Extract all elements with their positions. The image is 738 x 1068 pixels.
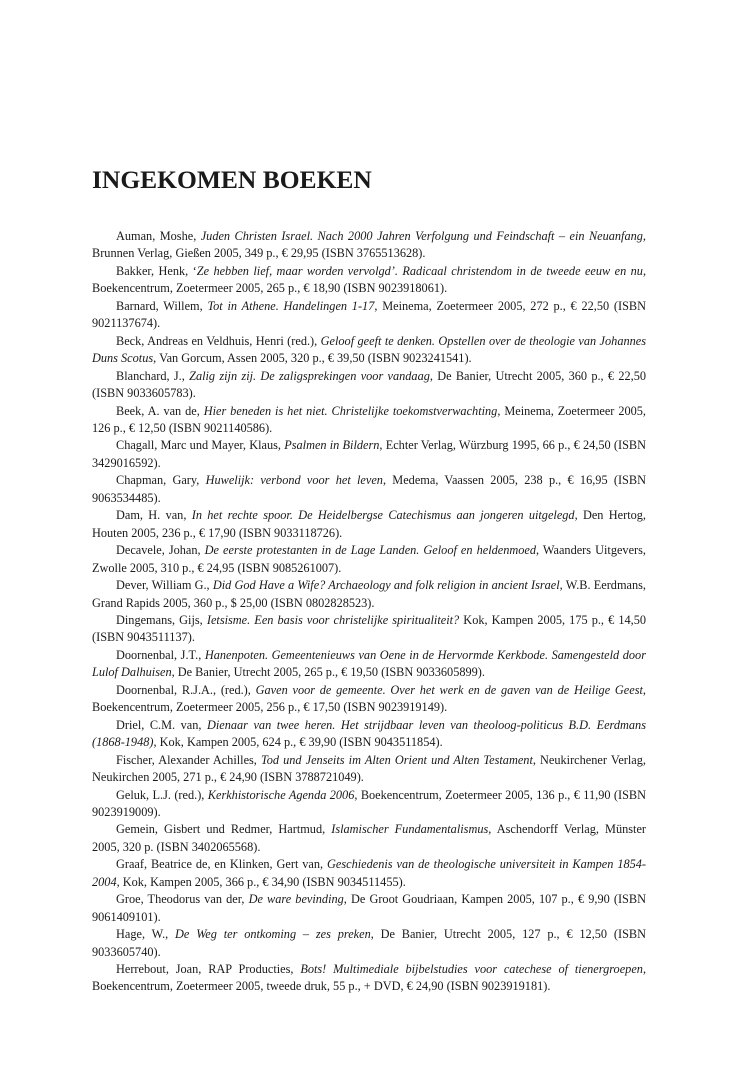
book-entry xyxy=(92,961,646,996)
book-entry-text: , Van Gorcum, Assen 2005, 320 p., € 39,50 (ISBN 9023241541). xyxy=(153,351,472,366)
book-entry-text: Decavele, Johan, xyxy=(116,543,205,558)
book-entry-text: Dingemans, Gijs, xyxy=(116,612,207,627)
book-entry-text: , Boekencentrum, Zoetermeer 2005, 136 p., € 11,90 (ISBN 9023919009). xyxy=(92,787,646,819)
book-entry-text: , Kok, Kampen 2005, 624 p., € 39,90 (ISBN 9043511854). xyxy=(153,735,443,750)
book-title: Geschiedenis van de theologische universiteit in Kampen 1854-2004 xyxy=(92,857,647,889)
book-entry-text: , Medema, Vaassen 2005, 238 p., € 16,95 (ISBN 9063534485). xyxy=(92,473,646,505)
book-entry-text: Chagall, Marc und Mayer, Klaus, xyxy=(116,438,285,453)
book-entry-text: Doornenbal, J.T., xyxy=(116,647,205,662)
book-entry xyxy=(92,577,646,612)
book-entry xyxy=(92,891,646,926)
book-entry xyxy=(92,228,646,263)
book-entry-text: Graaf, Beatrice de, en Klinken, Gert van, xyxy=(116,857,328,872)
book-entry xyxy=(92,263,646,298)
book-entry-text: , Waanders Uitgevers, Zwolle 2005, 310 p., € 24,95 (ISBN 9085261007). xyxy=(92,543,646,575)
book-entry-text: Meinema, Zoetermeer 2005, 126 p., € 12,50 (ISBN 9021140586). xyxy=(92,403,646,435)
book-list xyxy=(92,228,646,996)
book-title: De ware bevinding xyxy=(248,892,344,907)
book-entry-text: Fischer, Alexander Achilles, xyxy=(116,752,261,767)
book-title: Ze hebben lief, maar worden vervolgd’. Radicaal christendom in de tweede eeuw en nu xyxy=(196,263,643,278)
book-entry-text: , Kok, Kampen 2005, 366 p., € 34,90 (ISBN 9034511455). xyxy=(116,874,406,889)
book-entry xyxy=(92,542,646,577)
book-entry-text: , Echter Verlag, Würzburg 1995, 66 p., € 24,50 (ISBN 3429016592). xyxy=(92,438,646,470)
book-entry xyxy=(92,647,646,682)
book-title: Kerkhistorische Agenda 2006 xyxy=(207,787,355,802)
book-entry-text: , Boekencentrum, Zoetermeer 2005, 256 p., € 17,50 (ISBN 9023919149). xyxy=(92,682,646,715)
book-entry-text: Beck, Andreas en Veldhuis, Henri (red.), xyxy=(116,333,321,348)
book-entry xyxy=(92,717,646,752)
book-entry xyxy=(92,787,646,822)
book-title: Dienaar van twee heren. Het strijdbaar leven van theoloog-politicus B.D. Eerdmans (1868-1948) xyxy=(92,717,646,750)
book-entry-text: , Den Hertog, Houten 2005, 236 p., € 17,90 (ISBN 9033118726). xyxy=(92,508,646,540)
book-title: Did God Have a Wife? Archaeology and folk religion in ancient Israel, xyxy=(212,578,563,593)
book-title: Hanenpoten. Gemeentenieuws van Oene in de Hervormde Kerkbode. Samengesteld door Lulof Dalhuisen xyxy=(92,647,646,680)
book-title: Bots! Multimediale bijbelstudies voor catechese of tienergroepen xyxy=(300,962,643,977)
book-entry xyxy=(92,507,646,542)
book-entry-text: , Neukirchener Verlag, Neukirchen 2005, 271 p., € 24,90 (ISBN 3788721049). xyxy=(92,752,646,785)
book-entry xyxy=(92,752,646,787)
book-entry-text: Brunnen Verlag, Gießen 2005, 349 p., € 29,95 (ISBN 3765513628). xyxy=(92,246,426,261)
book-entry xyxy=(92,298,646,333)
book-entry-text: , Boekencentrum, Zoetermeer 2005, 265 p., € 18,90 (ISBN 9023918061). xyxy=(92,263,647,296)
book-entry xyxy=(92,472,646,507)
book-entry xyxy=(92,856,646,891)
book-title: De Weg ter ontkoming – zes preken xyxy=(175,927,371,942)
book-entry-text: Auman, Moshe, xyxy=(116,229,201,243)
book-entry-text: Barnard, Willem, xyxy=(116,298,208,313)
book-entry-text: , Aschendorff Verlag, Münster 2005, 320 p. (ISBN 3402065568). xyxy=(92,822,647,854)
book-entry-text: , Meinema, Zoetermeer 2005, 272 p., € 22,50 (ISBN 9021137674). xyxy=(92,298,646,331)
page-title: INGEKOMEN BOEKEN xyxy=(92,165,372,194)
book-entry xyxy=(92,821,646,856)
book-entry-text: Dever, William G., xyxy=(116,578,213,593)
book-title: Tod und Jenseits im Alten Orient und Alten Testament xyxy=(260,752,533,767)
book-title: De eerste protestanten in de Lage Landen. Geloof en heldenmoed xyxy=(204,543,536,558)
book-title: Hier beneden is het niet. Christelijke toekomstverwachting, xyxy=(203,403,501,418)
book-entry xyxy=(92,682,646,717)
book-entry-text: , Boekencentrum, Zoetermeer 2005, tweede druk, 55 p., + DVD, € 24,90 (ISBN 9023919181). xyxy=(92,962,647,994)
book-title: Psalmen in Bildern xyxy=(284,438,380,453)
book-entry xyxy=(92,368,646,403)
book-entry-text: Kok, Kampen 2005, 175 p., € 14,50 (ISBN 9043511137). xyxy=(92,612,646,645)
book-title: Zalig zijn zij. De zaligsprekingen voor vandaag xyxy=(189,368,430,383)
book-entry xyxy=(92,612,646,647)
book-entry-text: Hage, W., xyxy=(116,927,176,942)
book-entry xyxy=(92,926,646,961)
book-title: Huwelijk: verbond voor het leven xyxy=(205,473,383,488)
book-title: Gaven voor de gemeente. Over het werk en de gaven van de Heilige Geest xyxy=(255,682,643,697)
book-entry-text: Blanchard, J., xyxy=(116,368,190,383)
book-entry-text: Chapman, Gary, xyxy=(116,473,206,488)
book-entry-text: , De Groot Goudriaan, Kampen 2005, 107 p., € 9,90 (ISBN 9061409101). xyxy=(92,892,646,924)
book-entry-text: , De Banier, Utrecht 2005, 127 p., € 12,50 (ISBN 9033605740). xyxy=(92,927,646,959)
book-entry-text: Geluk, L.J. (red.), xyxy=(116,787,208,802)
book-entry-text: Dam, H. van, xyxy=(116,508,192,523)
book-entry-text: Herrebout, Joan, RAP Producties, xyxy=(116,962,301,977)
book-title: Geloof geeft te denken. Opstellen over de theologie van Johannes Duns Scotus xyxy=(92,333,647,366)
book-entry-text: , De Banier, Utrecht 2005, 360 p., € 22,50 (ISBN 9033605783). xyxy=(92,368,646,401)
book-title: Islamischer Fundamentalismus xyxy=(331,822,489,837)
book-title: Juden Christen Israel. Nach 2000 Jahren Verfolgung und Feindschaft – ein Neuanfang, xyxy=(200,229,646,243)
book-entry-text: Bakker, Henk, ‘ xyxy=(116,263,197,278)
book-entry-text: Doornenbal, R.J.A., (red.), xyxy=(116,682,256,697)
book-entry-text: Groe, Theodorus van der, xyxy=(116,892,249,907)
book-title: Ietsisme. Een basis voor christelijke spiritualiteit? xyxy=(206,612,460,627)
book-entry xyxy=(92,437,646,472)
book-title: Tot in Athene. Handelingen 1-17 xyxy=(207,298,375,313)
book-entry-text: Beek, A. van de, xyxy=(116,403,204,418)
book-entry xyxy=(92,403,646,438)
book-entry-text: W.B. Eerdmans, Grand Rapids 2005, 360 p., $ 25,00 (ISBN 0802828523). xyxy=(92,578,646,610)
book-entry-text: Gemein, Gisbert und Redmer, Hartmud, xyxy=(116,822,332,837)
book-title: In het rechte spoor. De Heidelbergse Catechismus aan jongeren uitgelegd xyxy=(191,508,575,523)
book-entry xyxy=(92,333,646,368)
book-entry-text: , De Banier, Utrecht 2005, 265 p., € 19,50 (ISBN 9033605899). xyxy=(171,665,485,680)
book-entry-text: Driel, C.M. van, xyxy=(116,717,207,732)
